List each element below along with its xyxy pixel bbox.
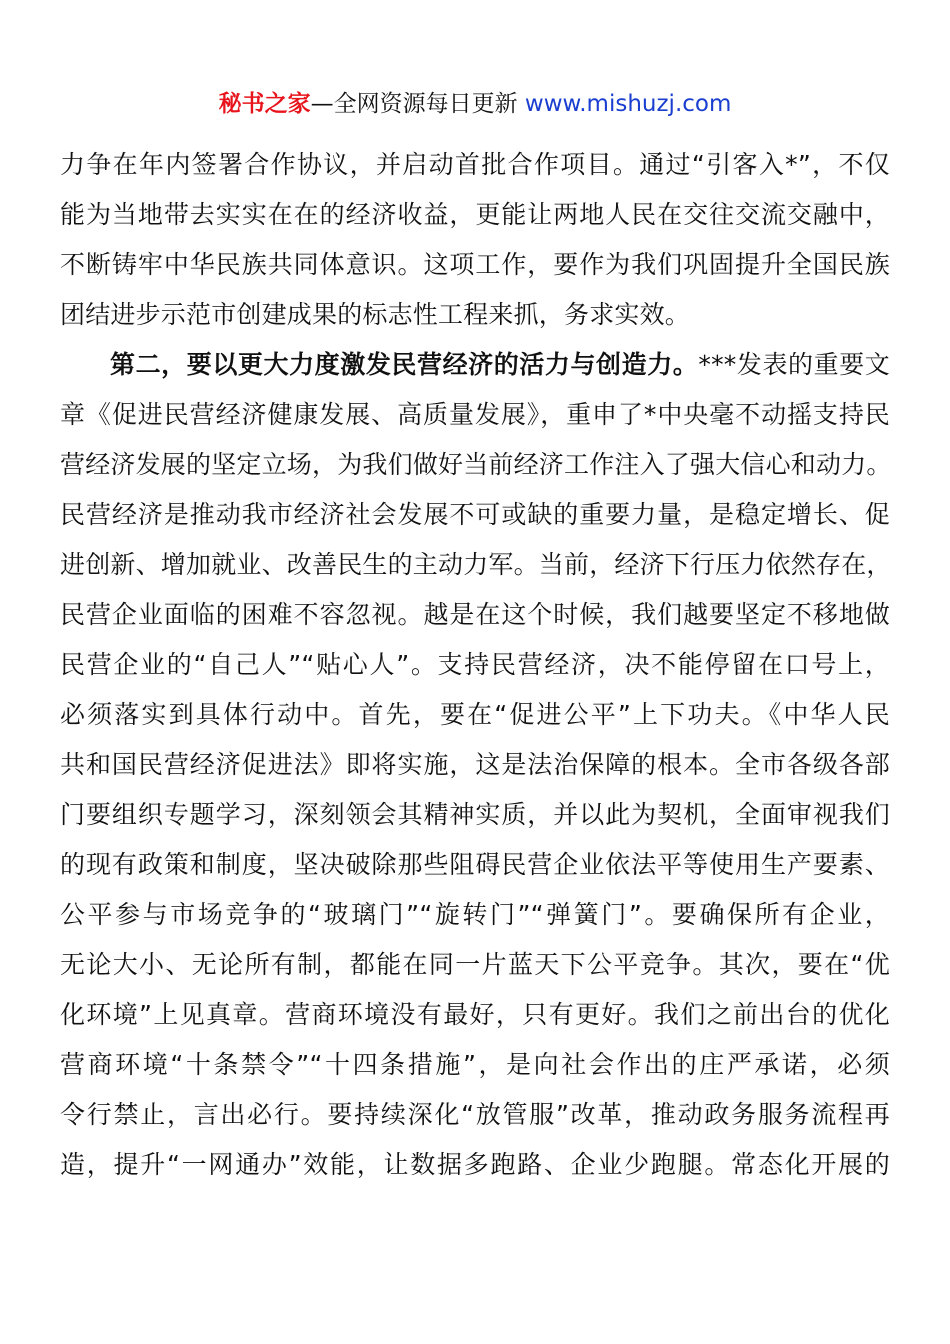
text-line: 公平参与市场竞争的“玻璃门”“旋转门”“弹簧门”。要确保所有企业， (60, 900, 890, 929)
text-span: ***发表的重要文 (698, 350, 890, 379)
text-line: 民营经济是推动我市经济社会发展不可或缺的重要力量，是稳定增长、促 (60, 500, 890, 529)
header-tagline: —全网资源每日更新 (310, 91, 518, 117)
paragraph-2 (60, 340, 890, 1190)
brand-name: 秘书之家 (218, 91, 311, 117)
text-line: 令行禁止，言出必行。要持续深化“放管服”改革，推动政务服务流程再 (60, 1100, 890, 1129)
paragraph-2-first-line (60, 340, 890, 390)
text-line: 团结进步示范市创建成果的标志性工程来抓，务求实效。 (60, 300, 691, 329)
paragraph-1 (60, 140, 890, 340)
text-line: 造，提升“一网通办”效能，让数据多跑路、企业少跑腿。常态化开展的 (60, 1150, 890, 1179)
text-line: 必须落实到具体行动中。首先，要在“促进公平”上下功夫。《中华人民 (60, 700, 890, 729)
document-body (60, 140, 890, 1190)
text-line: 无论大小、无论所有制，都能在同一片蓝天下公平竞争。其次，要在“优 (60, 950, 890, 979)
text-line: 民营企业面临的困难不容忽视。越是在这个时候，我们越要坚定不移地做 (60, 600, 890, 629)
text-line: 民营企业的“自己人”“贴心人”。支持民营经济，决不能停留在口号上， (60, 650, 890, 679)
text-line: 营商环境“十条禁令”“十四条措施”，是向社会作出的庄严承诺，必须 (60, 1050, 890, 1079)
text-line: 进创新、增加就业、改善民生的主动力军。当前，经济下行压力依然存在， (60, 550, 892, 579)
section-heading: 第二，要以更大力度激发民营经济的活力与创造力。 (110, 350, 699, 379)
text-line: 门要组织专题学习，深刻领会其精神实质，并以此为契机，全面审视我们 (60, 800, 890, 829)
text-line: 能为当地带去实实在在的经济收益，更能让两地人民在交往交流交融中， (60, 200, 890, 229)
text-line: 不断铸牢中华民族共同体意识。这项工作，要作为我们巩固提升全国民族 (60, 250, 890, 279)
text-line: 共和国民营经济促进法》即将实施，这是法治保障的根本。全市各级各部 (60, 750, 890, 779)
site-url: www.mishuzj.com (524, 91, 732, 117)
text-line: 的现有政策和制度，坚决破除那些阻碍民营企业依法平等使用生产要素、 (60, 850, 890, 879)
text-line: 章《促进民营经济健康发展、高质量发展》，重申了*中央毫不动摇支持民 (60, 400, 890, 429)
text-line: 化环境”上见真章。营商环境没有最好，只有更好。我们之前出台的优化 (60, 1000, 890, 1029)
text-line: 营经济发展的坚定立场，为我们做好当前经济工作注入了强大信心和动力。 (60, 450, 892, 479)
text-line: 力争在年内签署合作协议，并启动首批合作项目。通过“引客入*”，不仅 (60, 150, 890, 179)
site-watermark-header (0, 86, 950, 122)
